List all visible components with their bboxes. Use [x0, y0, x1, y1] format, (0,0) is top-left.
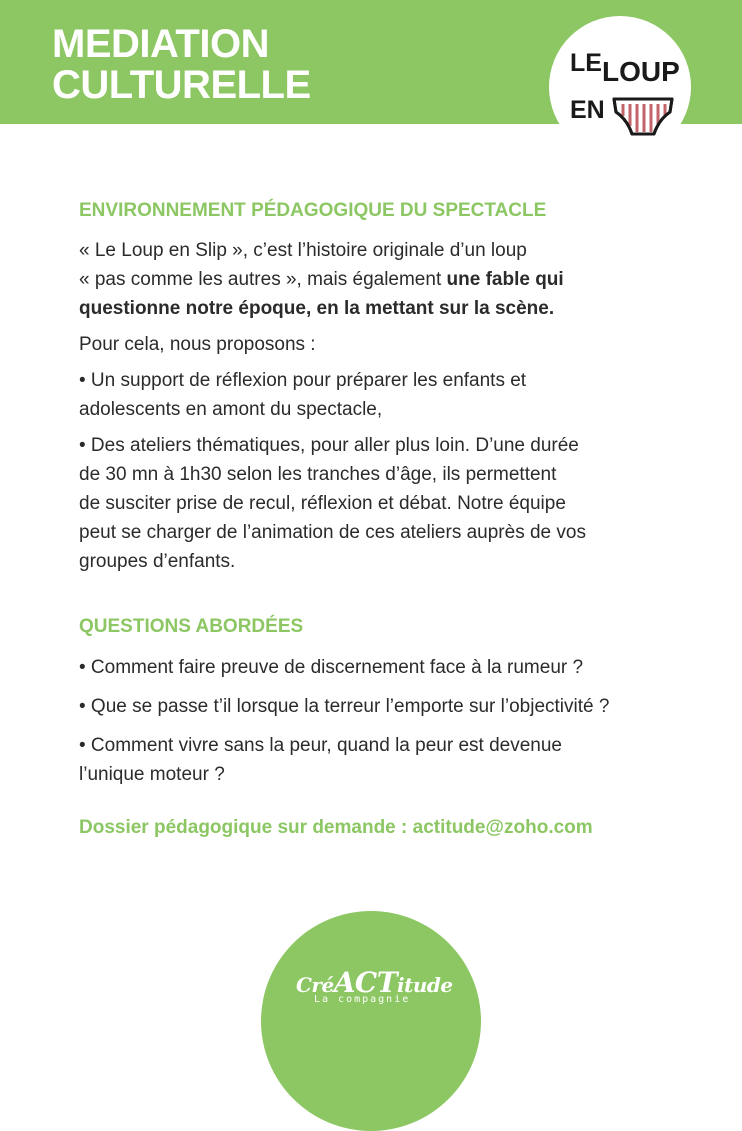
title-line-2: CULTURELLE [52, 63, 311, 107]
question-3-line-2: l’unique moteur ? [79, 764, 225, 785]
intro-line-2-text: « pas comme les autres », mais également [79, 269, 447, 290]
company-logo-pre: Cré [296, 973, 334, 997]
contact-link[interactable]: Dossier pédagogique sur demande : actitude@zoho.com [79, 817, 593, 838]
title-line-1: MEDIATION [52, 22, 269, 66]
main-content [79, 198, 679, 841]
bullet-ateliers-line-2: de 30 mn à 1h30 selon les tranches d’âge, ils permettent [79, 464, 557, 485]
question-3 [79, 731, 679, 789]
bullet-support-line-1: • Un support de réflexion pour préparer les enfants et [79, 370, 527, 391]
bullet-ateliers-line-5: groupes d’enfants. [79, 551, 236, 572]
logo-text-en: EN [570, 96, 605, 124]
underpants-icon [612, 96, 674, 138]
bullet-support [79, 366, 679, 424]
section-heading-questions: QUESTIONS ABORDÉES [79, 616, 304, 637]
company-logo-act: ACT [333, 966, 398, 999]
question-3-line-1: • Comment vivre sans la peur, quand la peur est devenue [79, 735, 562, 756]
propose-text: Pour cela, nous proposons : [79, 334, 316, 355]
bullet-ateliers [79, 431, 679, 576]
intro-line-2-emphasis: une fable qui [446, 269, 564, 290]
bullet-ateliers-line-3: de susciter prise de recul, réflexion et débat. Notre équipe [79, 493, 566, 514]
intro-paragraph [79, 236, 679, 323]
bullet-ateliers-line-1: • Des ateliers thématiques, pour aller plus loin. D’une durée [79, 435, 579, 456]
logo-text-le: LE [570, 49, 602, 77]
company-logo-subtitle: La compagnie [314, 994, 411, 1005]
company-logo-badge [261, 911, 481, 1131]
bullet-ateliers-line-4: peut se charger de l’animation de ces ateliers auprès de vos [79, 522, 586, 543]
bullet-support-line-2: adolescents en amont du spectacle, [79, 399, 383, 420]
company-logo-post: itude [397, 973, 453, 997]
intro-line-3-emphasis: questionne notre époque, en la mettant sur la scène. [79, 298, 555, 319]
section-heading-environment: ENVIRONNEMENT PÉDAGOGIQUE DU SPECTACLE [79, 200, 547, 221]
question-1: • Comment faire preuve de discernement face à la rumeur ? [79, 657, 584, 678]
logo-text-loup: LOUP [602, 56, 680, 87]
page-title [52, 24, 311, 106]
question-2: • Que se passe t’il lorsque la terreur l’emporte sur l’objectivité ? [79, 696, 610, 717]
intro-line-1: « Le Loup en Slip », c’est l’histoire originale d’un loup [79, 240, 527, 261]
intro-line-2 [79, 265, 679, 294]
